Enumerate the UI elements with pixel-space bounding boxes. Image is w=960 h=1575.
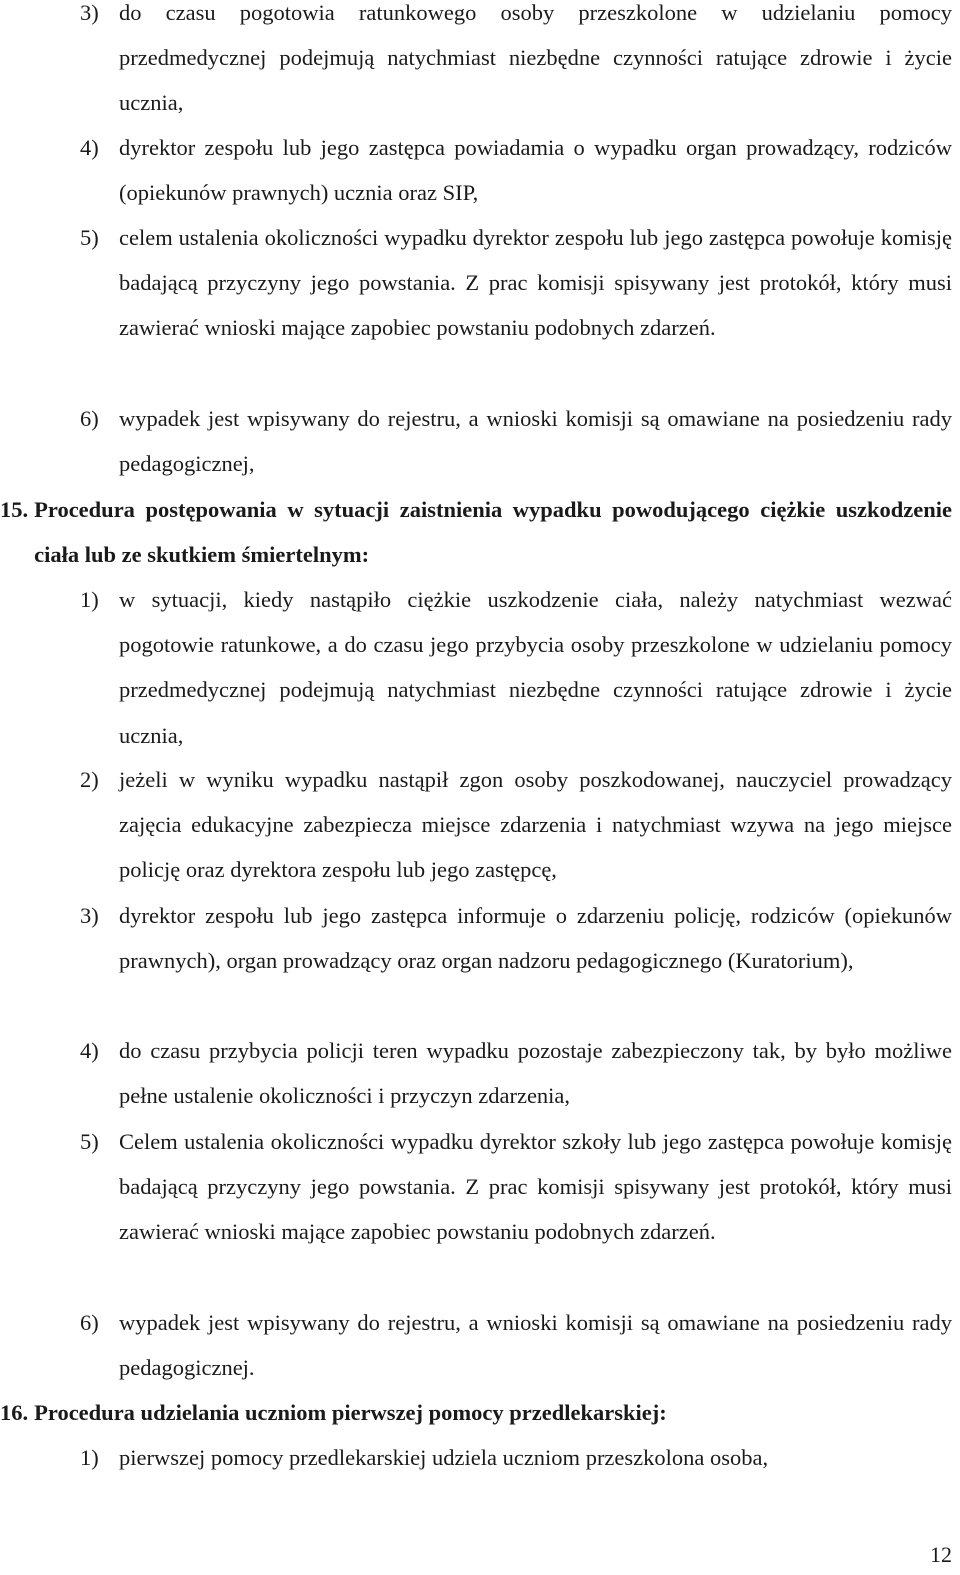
list-item-1: [80, 577, 952, 758]
section-number: 16.: [0, 1400, 29, 1425]
section-15-heading: [0, 487, 952, 577]
item-text: Celem ustalenia okoliczności wypadku dyrektor szkoły lub jego zastępca powołuje komisję badającą przyczyny jego powstania. Z prac komisji spisywany jest protokół, który musi zawierać wnioski mające zapobiec powstaniu podobnych zdarzeń.: [119, 1129, 952, 1245]
list-item-4: [80, 125, 952, 215]
list-item-2: [80, 757, 952, 893]
item-text: wypadek jest wpisywany do rejestru, a wnioski komisji są omawiane na posiedzeniu rady pedagogicznej.: [119, 1310, 952, 1381]
list-item-3: [80, 893, 952, 983]
list-item-6: [80, 1300, 952, 1390]
list-item-1: [80, 1435, 952, 1480]
page-number: 12: [930, 1542, 952, 1567]
item-number: 5): [80, 225, 99, 250]
item-text: pierwszej pomocy przedlekarskiej udziela uczniom przeszkolona osoba,: [119, 1445, 769, 1470]
item-text: do czasu pogotowia ratunkowego osoby przeszkolone w udzielaniu pomocy przedmedycznej podejmują natychmiast niezbędne czynności ratujące zdrowie i życie ucznia,: [119, 0, 952, 116]
item-number: 5): [80, 1129, 99, 1154]
section-title: Procedura udzielania uczniom pierwszej pomocy przedlekarskiej:: [34, 1400, 667, 1425]
item-number: 4): [80, 1038, 99, 1063]
item-number: 1): [80, 587, 99, 612]
item-text: dyrektor zespołu lub jego zastępca powiadamia o wypadku organ prowadzący, rodziców (opiekunów prawnych) ucznia oraz SIP,: [119, 135, 952, 206]
section-number: 15.: [0, 497, 29, 522]
list-item-5: [80, 215, 952, 351]
list-item-5: [80, 1119, 952, 1255]
section-title: Procedura postępowania w sytuacji zaistnienia wypadku powodującego ciężkie uszkodzenie ciała lub ze skutkiem śmiertelnym:: [34, 497, 952, 568]
item-text: dyrektor zespołu lub jego zastępca informuje o zdarzeniu policję, rodziców (opiekunów prawnych), organ prowadzący oraz organ nadzoru pedagogicznego (Kuratorium),: [119, 903, 952, 974]
item-number: 4): [80, 135, 99, 160]
item-text: wypadek jest wpisywany do rejestru, a wnioski komisji są omawiane na posiedzeniu rady pedagogicznej,: [119, 406, 952, 477]
item-text: do czasu przybycia policji teren wypadku pozostaje zabezpieczony tak, by było możliwe pełne ustalenie okoliczności i przyczyn zdarzenia,: [119, 1038, 952, 1109]
item-number: 2): [80, 767, 99, 792]
item-number: 3): [80, 0, 99, 25]
item-number: 3): [80, 903, 99, 928]
item-number: 1): [80, 1445, 99, 1470]
list-item-3: [80, 0, 952, 126]
item-text: jeżeli w wyniku wypadku nastąpił zgon osoby poszkodowanej, nauczyciel prowadzący zajęcia edukacyjne zabezpiecza miejsce zdarzenia i natychmiast wzywa na jego miejsce policję oraz dyrektora zespołu lub jego zastępcę,: [119, 767, 952, 883]
list-item-6: [80, 396, 952, 486]
section-16-heading: [0, 1390, 952, 1435]
list-item-4: [80, 1028, 952, 1118]
item-number: 6): [80, 1310, 99, 1335]
item-number: 6): [80, 406, 99, 431]
item-text: celem ustalenia okoliczności wypadku dyrektor zespołu lub jego zastępca powołuje komisję badającą przyczyny jego powstania. Z prac komisji spisywany jest protokół, który musi zawierać wnioski mające zapobiec powstaniu podobnych zdarzeń.: [119, 225, 952, 341]
item-text: w sytuacji, kiedy nastąpiło ciężkie uszkodzenie ciała, należy natychmiast wezwać pogotowie ratunkowe, a do czasu jego przybycia osoby przeszkolone w udzielaniu pomocy przedmedycznej podejmują natychmiast niezbędne czynności ratujące zdrowie i życie ucznia,: [119, 587, 952, 748]
